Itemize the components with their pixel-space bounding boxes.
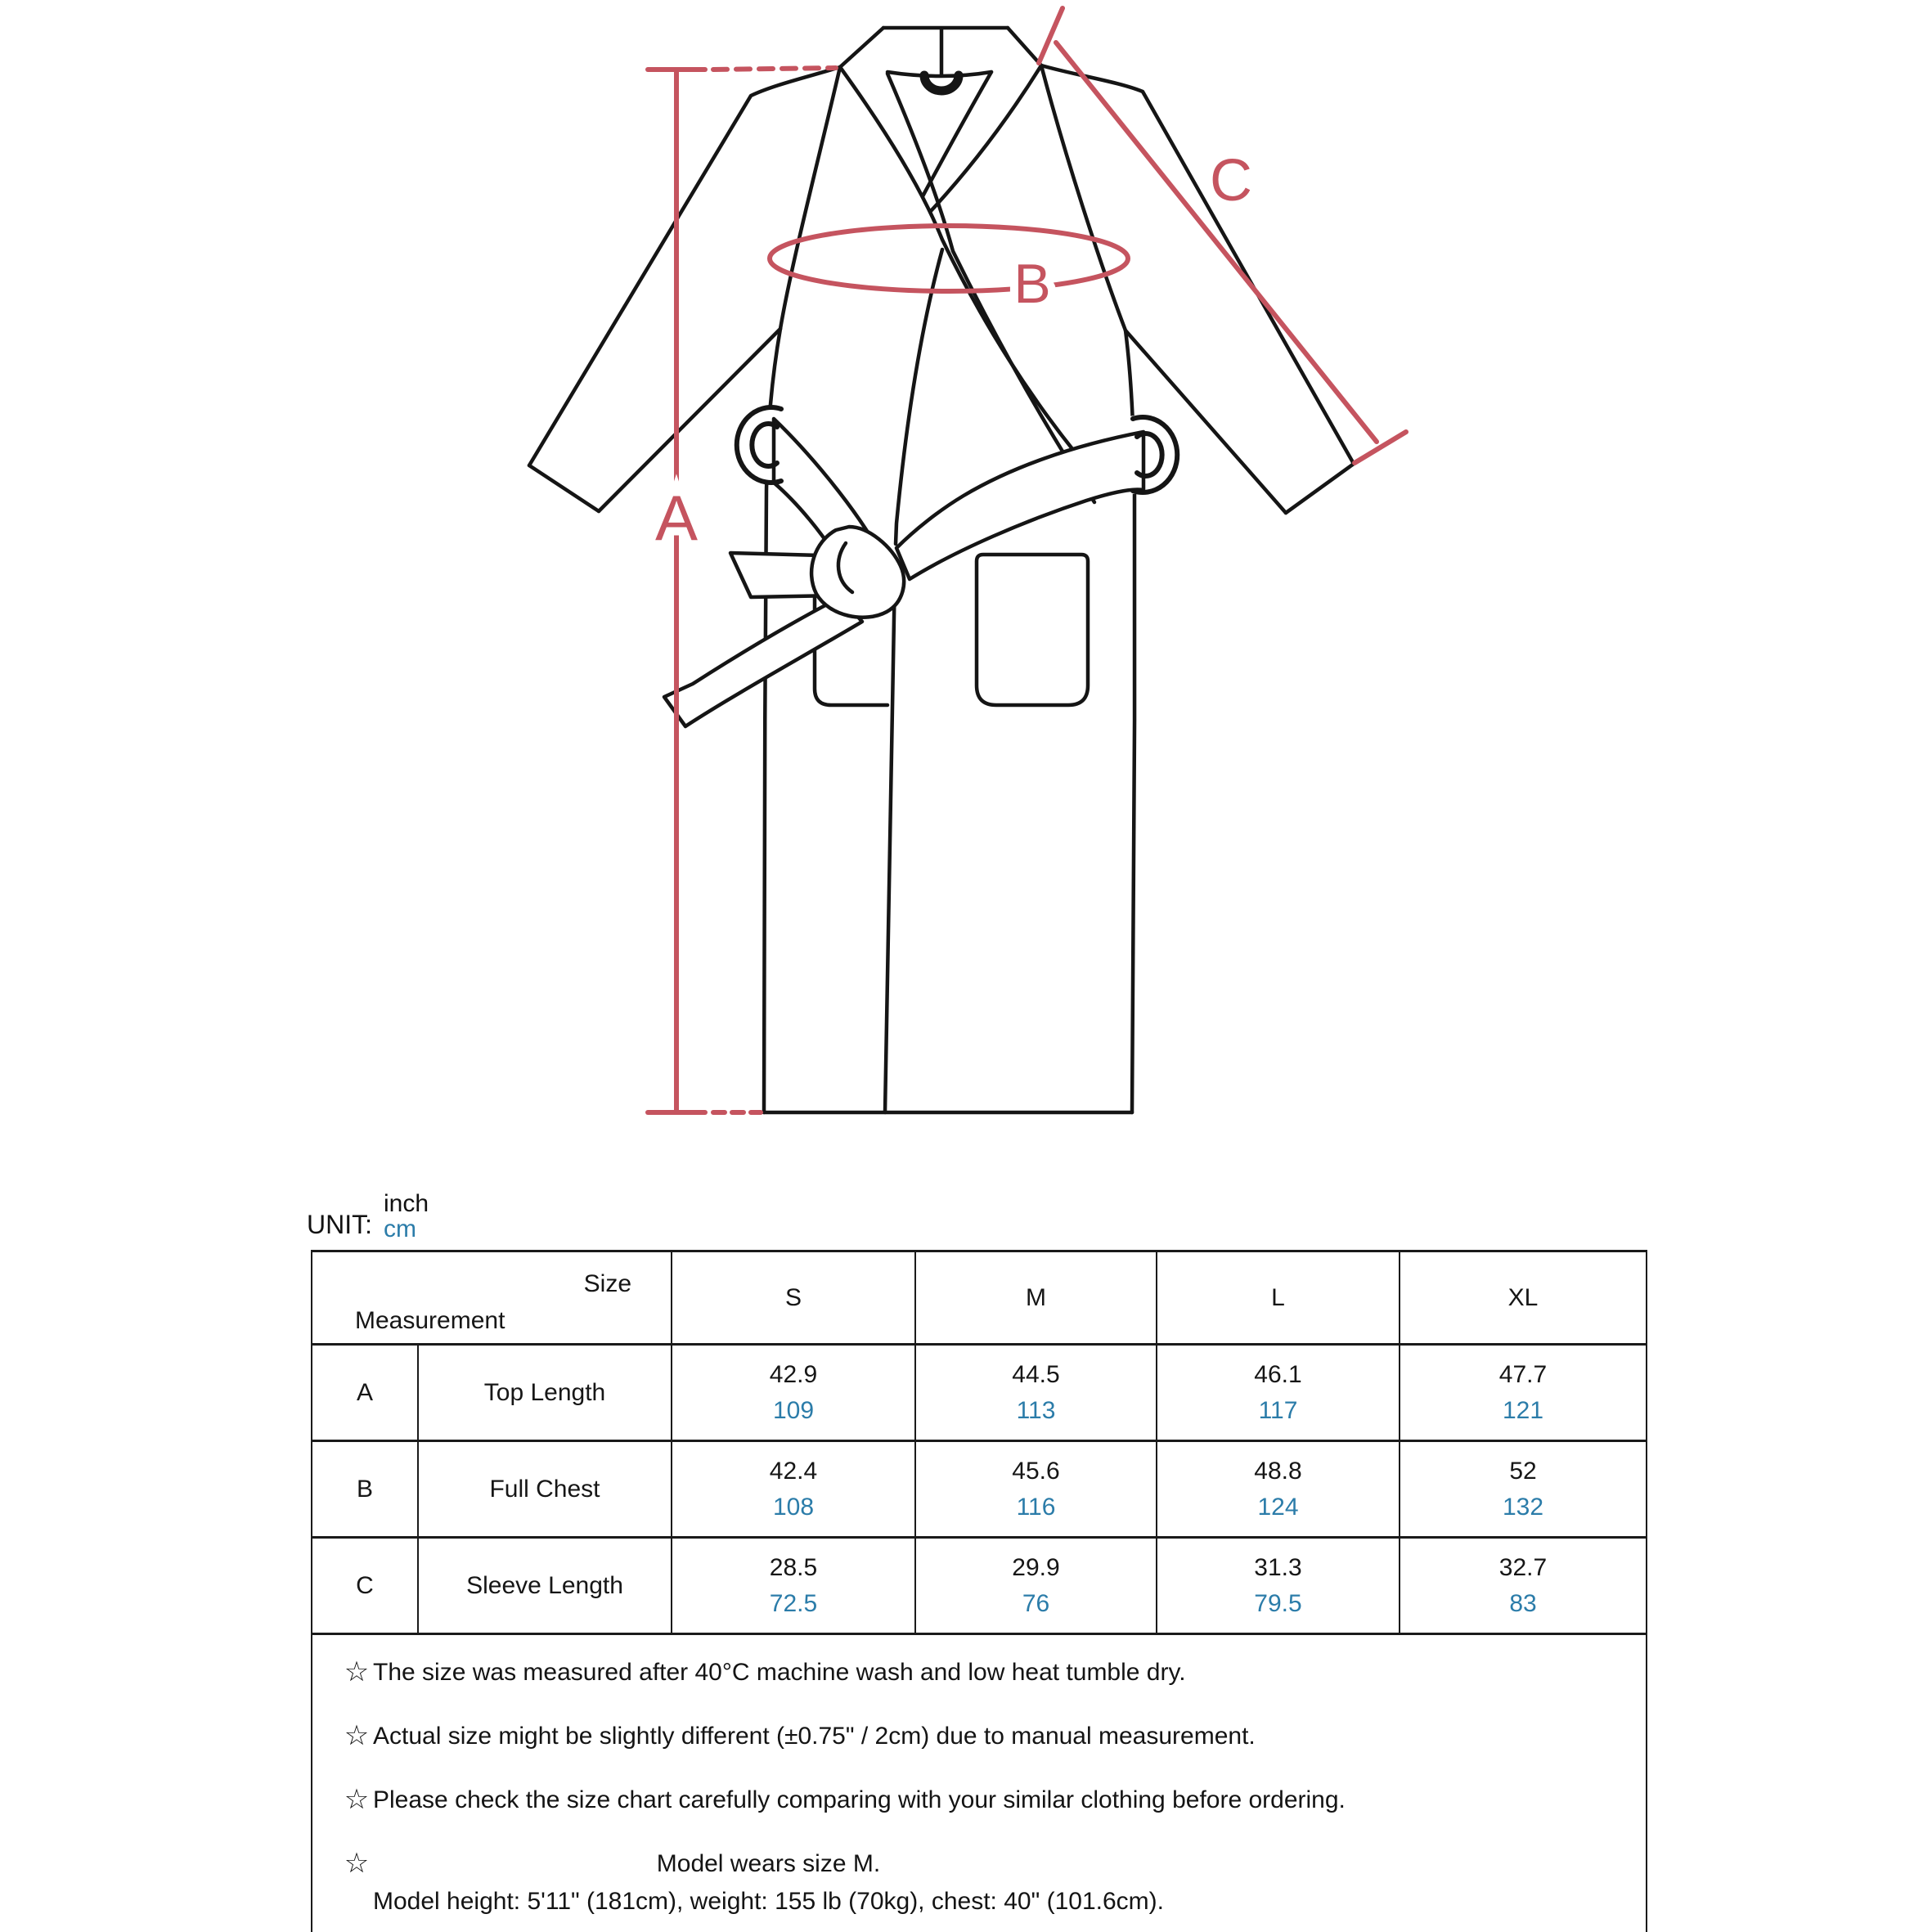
unit-inch: inch (384, 1190, 429, 1217)
corner-measurement-label: Measurement (355, 1307, 505, 1334)
value-cell: 42.4 108 (672, 1441, 915, 1538)
star-icon: ☆ (344, 1720, 370, 1751)
note-item (340, 1656, 1613, 1687)
table-header-row (312, 1251, 1647, 1345)
row-key: B (312, 1441, 418, 1538)
value-cell: 45.6 116 (915, 1441, 1157, 1538)
value-cell: 32.7 83 (1400, 1538, 1647, 1634)
robe-body (529, 65, 1354, 1112)
value-cell: 47.7 121 (1400, 1345, 1647, 1441)
note-item (340, 1848, 1613, 1915)
size-header-s: S (672, 1251, 915, 1345)
table-row (312, 1441, 1647, 1538)
measure-label-A: A (654, 482, 699, 554)
value-cell: 29.9 76 (915, 1538, 1157, 1634)
note-text: Model wears size M. (656, 1850, 881, 1877)
note-item (340, 1720, 1613, 1751)
row-name: Top Length (418, 1345, 672, 1441)
corner-size-label: Size (583, 1270, 631, 1297)
star-icon: ☆ (344, 1848, 370, 1879)
value-cell: 48.8 124 (1157, 1441, 1400, 1538)
note-item (340, 1784, 1613, 1815)
row-key: A (312, 1345, 418, 1441)
star-icon: ☆ (344, 1784, 370, 1815)
row-name: Sleeve Length (418, 1538, 672, 1634)
unit-cm: cm (384, 1215, 416, 1242)
star-icon: ☆ (344, 1656, 370, 1687)
robe-belt (664, 406, 1177, 726)
notes-row (312, 1634, 1647, 1932)
robe-collar (840, 28, 1041, 91)
size-chart-table (311, 1250, 1647, 1932)
size-header-xl: XL (1400, 1251, 1647, 1345)
table-corner-cell (312, 1251, 672, 1345)
value-cell: 52 132 (1400, 1441, 1647, 1538)
measure-label-B: B (1013, 253, 1051, 315)
value-cell: 31.3 79.5 (1157, 1538, 1400, 1634)
unit-indicator (307, 1191, 429, 1242)
belt-knot (811, 527, 904, 618)
unit-label: UNIT: (307, 1210, 372, 1239)
table-row (312, 1345, 1647, 1441)
note-text: Model height: 5'11" (181cm), weight: 155 lb (70kg), chest: 40" (101.6cm). (373, 1888, 1164, 1915)
value-cell: 46.1 117 (1157, 1345, 1400, 1441)
note-text: Actual size might be slightly different (±0.75" / 2cm) due to manual measurement. (373, 1723, 1256, 1750)
notes-box (312, 1634, 1647, 1932)
size-header-m: M (915, 1251, 1157, 1345)
size-header-l: L (1157, 1251, 1400, 1345)
measure-label-C: C (1210, 148, 1252, 213)
note-text: The size was measured after 40°C machine wash and low heat tumble dry. (373, 1659, 1186, 1686)
note-text: Please check the size chart carefully comparing with your similar clothing before ordering. (373, 1786, 1346, 1813)
value-cell: 44.5 113 (915, 1345, 1157, 1441)
row-name: Full Chest (418, 1441, 672, 1538)
row-key: C (312, 1538, 418, 1634)
value-cell: 42.9 109 (672, 1345, 915, 1441)
value-cell: 28.5 72.5 (672, 1538, 915, 1634)
table-row (312, 1538, 1647, 1634)
